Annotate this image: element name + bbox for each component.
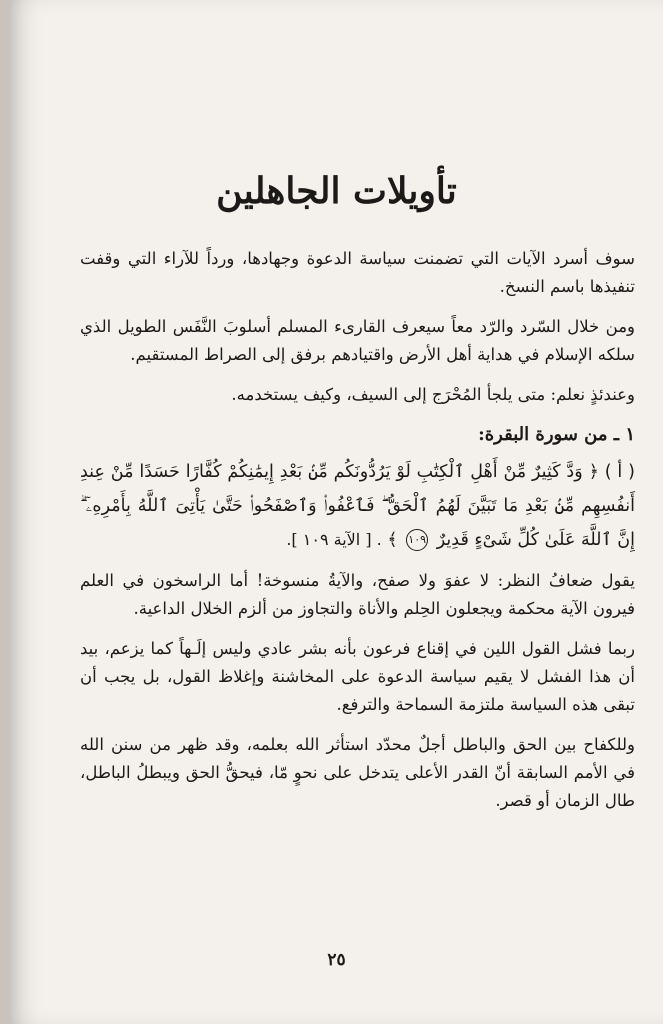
verse-open-bracket: ﴿ xyxy=(588,462,599,482)
page-number: ٢٥ xyxy=(327,950,346,970)
paragraph-1: سوف أسرد الآيات التي تضمنت سياسة الدعوة وجهادها، ورداً للآراء التي وقفت تنفيذها باسم النسخ. xyxy=(80,249,635,296)
paragraph-3: وعندئذٍ نعلم: متى يلجأ المُحْرَج إلى السيف، وكيف يستخدمه. xyxy=(231,385,635,404)
paragraph-6: وللكفاح بين الحق والباطل أجلٌ محدّد استأثر الله بعلمه، وقد ظهر من سنن الله في الأمم السابقة أنّ القدر الأعلى يتدخل على نحوٍ مّا، فيحقُّ الحق ويبطلُ الباطل، طال الزمان أو قصر. xyxy=(80,735,635,810)
page-body xyxy=(80,245,635,827)
paragraph-4: يقول ضعافُ النظر: لا عفوَ ولا صفح، والآيةُ منسوخة! أما الراسخون في العلم فيرون الآية محكمة ويجعلون الحِلم والأناة والتجاوز من ألزم الخلال الداعية. xyxy=(80,571,635,618)
chapter-title: تأويلات الجاهلين xyxy=(216,170,457,212)
verse-text: وَدَّ كَثِيرٌ مِّنْ أَهْلِ ٱلْكِتَٰبِ لَوْ يَرُدُّونَكُم مِّنۢ بَعْدِ إِيمَٰنِكُمْ كُفَّارًا حَسَدًا مِّنْ عِندِ أَنفُسِهِم مِّنۢ بَعْدِ مَا تَبَيَّنَ لَهُمُ ٱلْحَقُّ ۖ فَٱعْفُوا۟ وَٱصْفَحُوا۟ حَتَّىٰ يَأْتِىَ ٱللَّهُ بِأَمْرِهِۦٓ ۗ إِنَّ ٱللَّهَ عَلَىٰ كُلِّ شَىْءٍ قَدِيرٌ xyxy=(80,462,635,550)
verse-close-bracket: ﴾ xyxy=(387,530,398,550)
paragraph-2: ومن خلال السّرد والرّد معاً سيعرف القارىء المسلم أسلوبَ النَّفَس الطويل الذي سلكه الإسلام في هداية أهل الأرض واقتيادهم برفق إلى الصراط المستقيم. xyxy=(80,317,635,364)
section-heading: ١ ـ من سورة البقرة: xyxy=(478,424,635,445)
ayah-number-marker: ١٠٩ xyxy=(406,529,428,551)
book-page xyxy=(10,0,663,1024)
quran-verse xyxy=(80,455,635,557)
paragraph-5: ربما فشل القول اللين في إقناع فرعون بأنه بشر عادي وليس إلَـهاً كما يزعم، بيد أن هذا الفشل لا يقيم سياسة الدعوة على المخاشنة وإغلاظ القول، بل يجب أن تبقى هذه السياسة ملتزمة السماحة والترفع. xyxy=(80,639,635,714)
verse-reference: . [ الآية ١٠٩ ]. xyxy=(286,530,382,549)
verse-label: ( أ ) xyxy=(604,462,635,482)
